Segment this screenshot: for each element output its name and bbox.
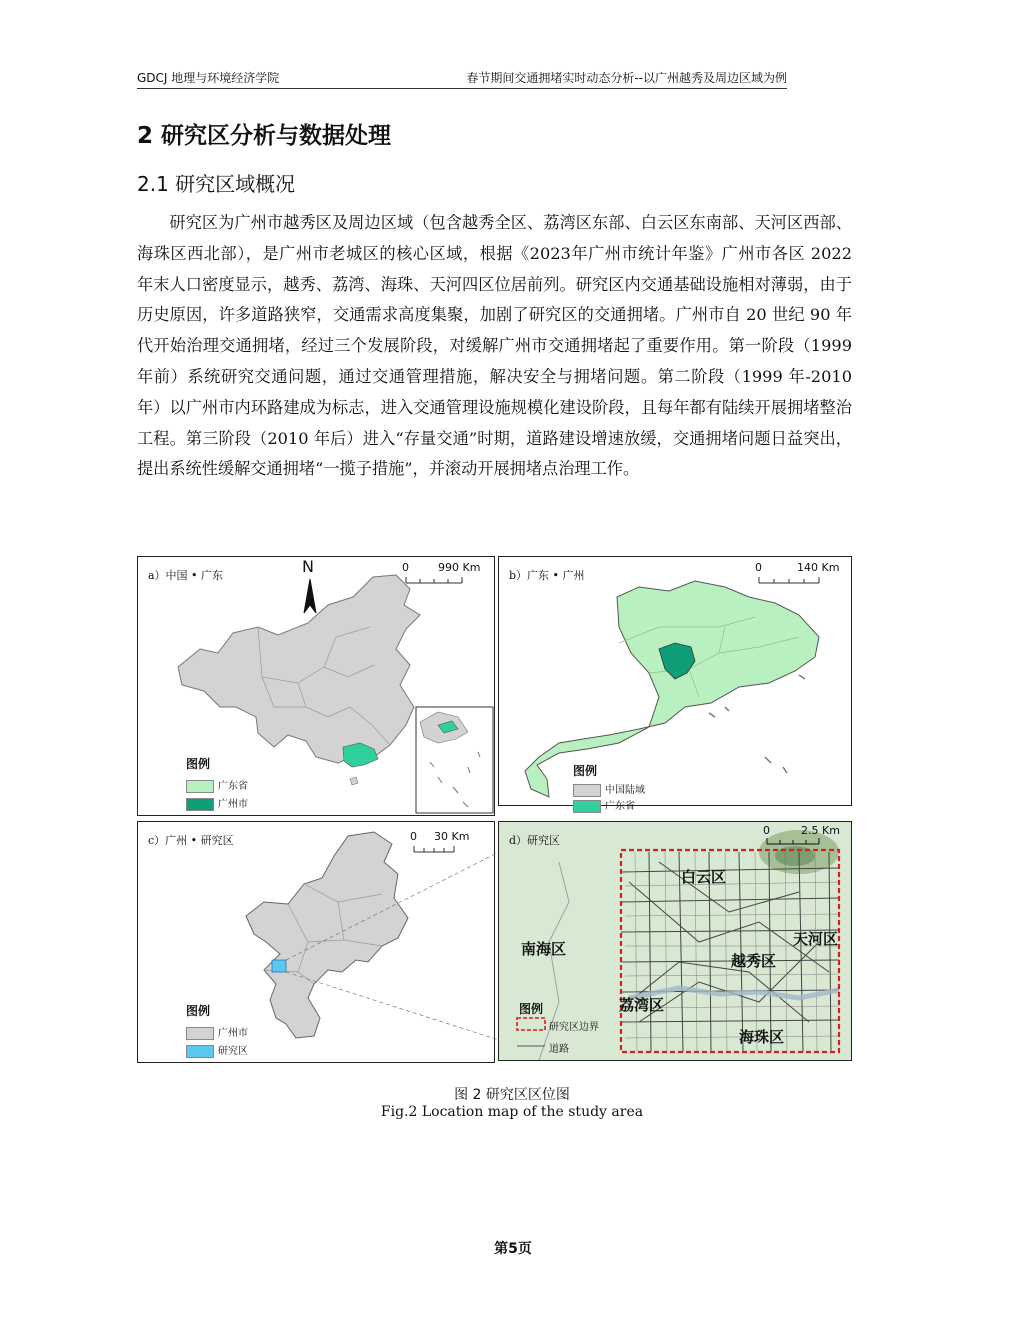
guangzhou-landmass — [246, 832, 408, 1038]
figure-caption-cn: 图 2 研究区区位图 — [454, 1087, 570, 1103]
district-baiyun: 白云区 — [681, 868, 727, 886]
scale-d-zero: 0 — [763, 824, 770, 837]
legend-b-guangdong: 广东省 — [573, 797, 635, 813]
guangdong-landmass — [525, 581, 819, 797]
panel-b-title: b）广东 • 广州 — [509, 569, 585, 582]
scale-bar-b — [759, 577, 819, 583]
legend-c-guangzhou: 广州市 — [186, 1024, 248, 1040]
district-tianhe: 天河区 — [793, 930, 839, 948]
study-area-marker — [272, 960, 286, 972]
legend-a-guangzhou: 广州市 — [186, 795, 248, 811]
legend-c-title: 图例 — [186, 1004, 211, 1018]
north-arrow — [304, 579, 316, 613]
district-liwan: 荔湾区 — [619, 996, 665, 1014]
figure-caption-en: Fig.2 Location map of the study area — [380, 1104, 644, 1120]
header-right: 春节期间交通拥堵实时动态分析--以广州越秀及周边区域为例 — [466, 71, 787, 85]
scale-bar-a — [406, 577, 462, 583]
panel-d — [498, 821, 852, 1061]
legend-d-road: 道路 — [549, 1044, 569, 1055]
header-left: GDCJ 地理与环境经济学院 — [137, 71, 280, 85]
panel-b — [498, 556, 852, 812]
legend-a-title: 图例 — [186, 757, 211, 771]
legend-d-title: 图例 — [519, 1002, 544, 1016]
panel-a-title: a）中国 • 广东 — [148, 569, 224, 582]
china-landmass — [178, 575, 420, 763]
legend-a-guangdong: 广东省 — [186, 777, 248, 793]
location-figure — [137, 556, 851, 1062]
page-number: 第5页 — [494, 1241, 532, 1257]
district-yuexiu: 越秀区 — [731, 952, 777, 970]
scale-b-label: 140 Km — [797, 561, 840, 574]
panel-b-map — [499, 557, 851, 805]
legend-b-title: 图例 — [573, 764, 598, 778]
panel-c-title: c）广州 • 研究区 — [148, 834, 234, 847]
section-title: 2 研究区分析与数据处理 — [137, 123, 392, 149]
body-paragraph: 研究区为广州市越秀区及周边区域（包含越秀全区、荔湾区东部、白云区东南部、天河区西部、海珠区西北部），是广州市老城区的核心区域，根据《2023年广州市统计年鉴》广州市各区 2022 年末人口密度显示，越秀、荔湾、海珠、天河四区位居前列。研究区内交通基础设施相对薄弱，由于历史原因，许多道路狭窄，交通需求高度集聚，加剧了研究区的交通拥堵。广州市自 20 世纪 90 年代开始治理交通拥堵，经过三个发展阶段，对缓解广州市交通拥堵起了重要作用。第一阶段（1999 年前）系统研究交通问题，通过交通管理措施，解决安全与拥堵问题。第二阶段（1999 年-2010 年）以广州市内环路建成为标志，进入交通管理设施规模化建设阶段，且每年都有陆续开展拥堵整治工程。第三阶段（2010 年后）进入“存量交通”时期，道路建设增速放缓，交通拥堵问题日益突出，提出系统性缓解交通拥堵“一揽子措施”，并滚动开展拥堵点治理工作。 — [137, 213, 852, 479]
legend-d-boundary: 研究区边界 — [549, 1022, 599, 1033]
scale-d-label: 2.5 Km — [801, 824, 840, 837]
district-nanhai: 南海区 — [521, 940, 567, 958]
scale-bar-c — [414, 846, 454, 852]
legend-c-study: 研究区 — [186, 1042, 248, 1058]
panel-a — [137, 556, 495, 816]
scale-a-zero: 0 — [402, 561, 409, 574]
scale-c-zero: 0 — [410, 830, 417, 843]
hainan-island — [350, 777, 358, 785]
panel-c — [137, 821, 495, 1063]
north-label: N — [302, 557, 314, 576]
legend-b-china: 中国陆域 — [573, 781, 645, 797]
panel-d-title: d）研究区 — [509, 834, 561, 847]
district-haizhu: 海珠区 — [739, 1028, 785, 1046]
scale-c-label: 30 Km — [434, 830, 470, 843]
scale-a-label: 990 Km — [438, 561, 481, 574]
scale-b-zero: 0 — [755, 561, 762, 574]
page-header — [137, 64, 787, 89]
subsection-title: 2.1 研究区域概况 — [137, 172, 296, 196]
